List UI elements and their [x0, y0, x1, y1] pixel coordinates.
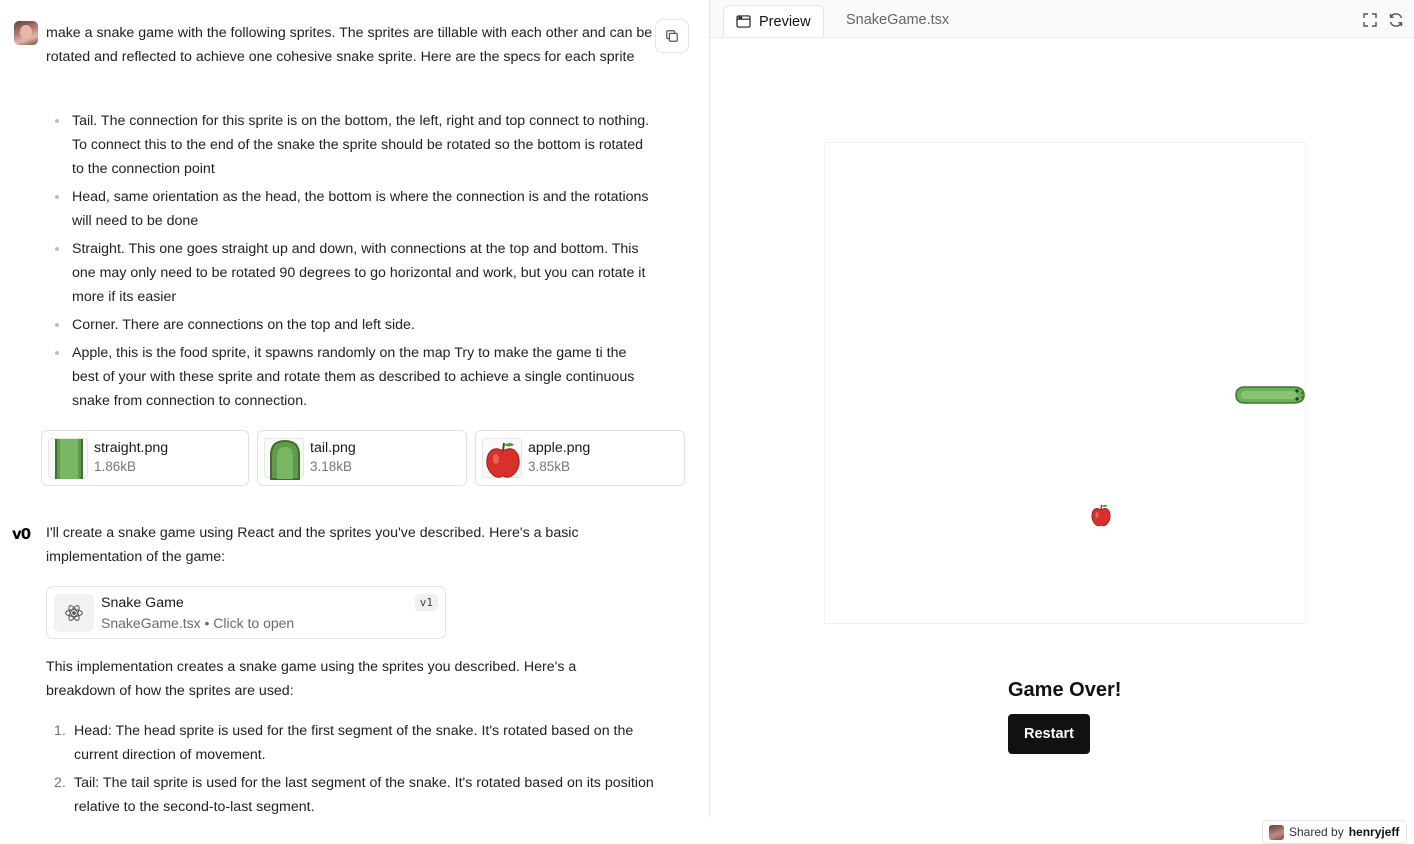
react-icon: [54, 594, 94, 632]
preview-tab-bar: [710, 0, 1414, 38]
copy-message-button[interactable]: [655, 19, 689, 53]
chat-panel: [0, 0, 709, 817]
sharer-avatar: [1269, 825, 1284, 840]
refresh-icon[interactable]: [1387, 11, 1405, 29]
copy-icon: [665, 29, 679, 43]
tab-preview[interactable]: [723, 5, 824, 37]
tail-sprite-thumbnail: [264, 438, 304, 478]
preview-canvas: [710, 39, 1414, 839]
shared-by-prefix: Shared by: [1289, 825, 1344, 839]
game-board[interactable]: [825, 143, 1305, 623]
artifact-subtitle: SnakeGame.tsx • Click to open: [101, 615, 295, 631]
list-item: Corner. There are connections on the top and left side.: [72, 313, 652, 337]
v0-logo: v0: [12, 525, 31, 543]
restart-button[interactable]: Restart: [1008, 714, 1090, 754]
tab-preview-label: Preview: [759, 13, 811, 30]
attachment-apple[interactable]: [475, 430, 685, 486]
sprite-spec-list: [72, 109, 652, 417]
attachment-name: straight.png: [94, 440, 169, 456]
game-over-heading: Game Over!: [1008, 679, 1122, 701]
list-text: Tail: The tail sprite is used for the last segment of the snake. It's rotated based on its position relative to the second-to-last segment.: [74, 775, 654, 815]
snake-sprite: [1235, 384, 1305, 406]
attachment-straight[interactable]: [41, 430, 249, 486]
list-text: Head: The head sprite is used for the first segment of the snake. It's rotated based on the current direction of movement.: [74, 723, 634, 763]
user-message-intro: make a snake game with the following sprites. The sprites are tillable with each other and can be rotated and reflected to achieve one cohesive snake sprite. Here are the specs for each sprite: [46, 25, 653, 65]
preview-panel: [709, 0, 1413, 839]
list-number: 1.: [54, 723, 66, 739]
straight-sprite-thumbnail: [48, 438, 88, 478]
apple-sprite-thumbnail: [482, 438, 522, 478]
assistant-intro: I'll create a snake game using React and the sprites you've described. Here's a basic implementation of the game:: [46, 525, 579, 565]
attachments: [41, 430, 689, 486]
sprite-usage-list: [54, 719, 664, 823]
assistant-breakdown: This implementation creates a snake game using the sprites you described. Here's a breakdown of how the sprites are used:: [46, 659, 577, 699]
apple-sprite: [1090, 503, 1112, 527]
browser-window-icon: [736, 15, 751, 28]
snake-game-artifact-card[interactable]: [46, 586, 446, 639]
attachment-name: apple.png: [528, 440, 591, 456]
list-item: Tail. The connection for this sprite is on the bottom, the left, right and top connect to nothing. To connect this to the end of the snake the sprite should be rotated so the bottom is rotated to the connection point: [72, 109, 652, 181]
list-item: [54, 771, 664, 819]
list-item: Head, same orientation as the head, the bottom is where the connection is and the rotations will need to be done: [72, 185, 652, 233]
attachment-tail[interactable]: [257, 430, 467, 486]
artifact-title: Snake Game: [101, 595, 184, 611]
list-item: Apple, this is the food sprite, it spawns randomly on the map Try to make the game ti the best of your with these sprite and rotate them as described to achieve a single continuous snake from connection to connection.: [72, 341, 652, 413]
list-item: Straight. This one goes straight up and down, with connections at the top and bottom. This one may only need to be rotated 90 degrees to go horizontal and work, but you can rotate it more if its easier: [72, 237, 652, 309]
attachment-size: 3.18kB: [310, 459, 353, 474]
user-avatar: [14, 21, 38, 45]
artifact-version-badge: v1: [415, 594, 438, 611]
list-item: [54, 719, 664, 767]
list-number: 2.: [54, 775, 66, 791]
shared-by-user: henryjeff: [1348, 825, 1400, 839]
tab-code[interactable]: SnakeGame.tsx: [846, 12, 950, 28]
attachment-name: tail.png: [310, 440, 356, 456]
shared-by-badge[interactable]: [1262, 820, 1407, 844]
attachment-size: 1.86kB: [94, 459, 137, 474]
attachment-size: 3.85kB: [528, 459, 571, 474]
fullscreen-icon[interactable]: [1361, 11, 1379, 29]
